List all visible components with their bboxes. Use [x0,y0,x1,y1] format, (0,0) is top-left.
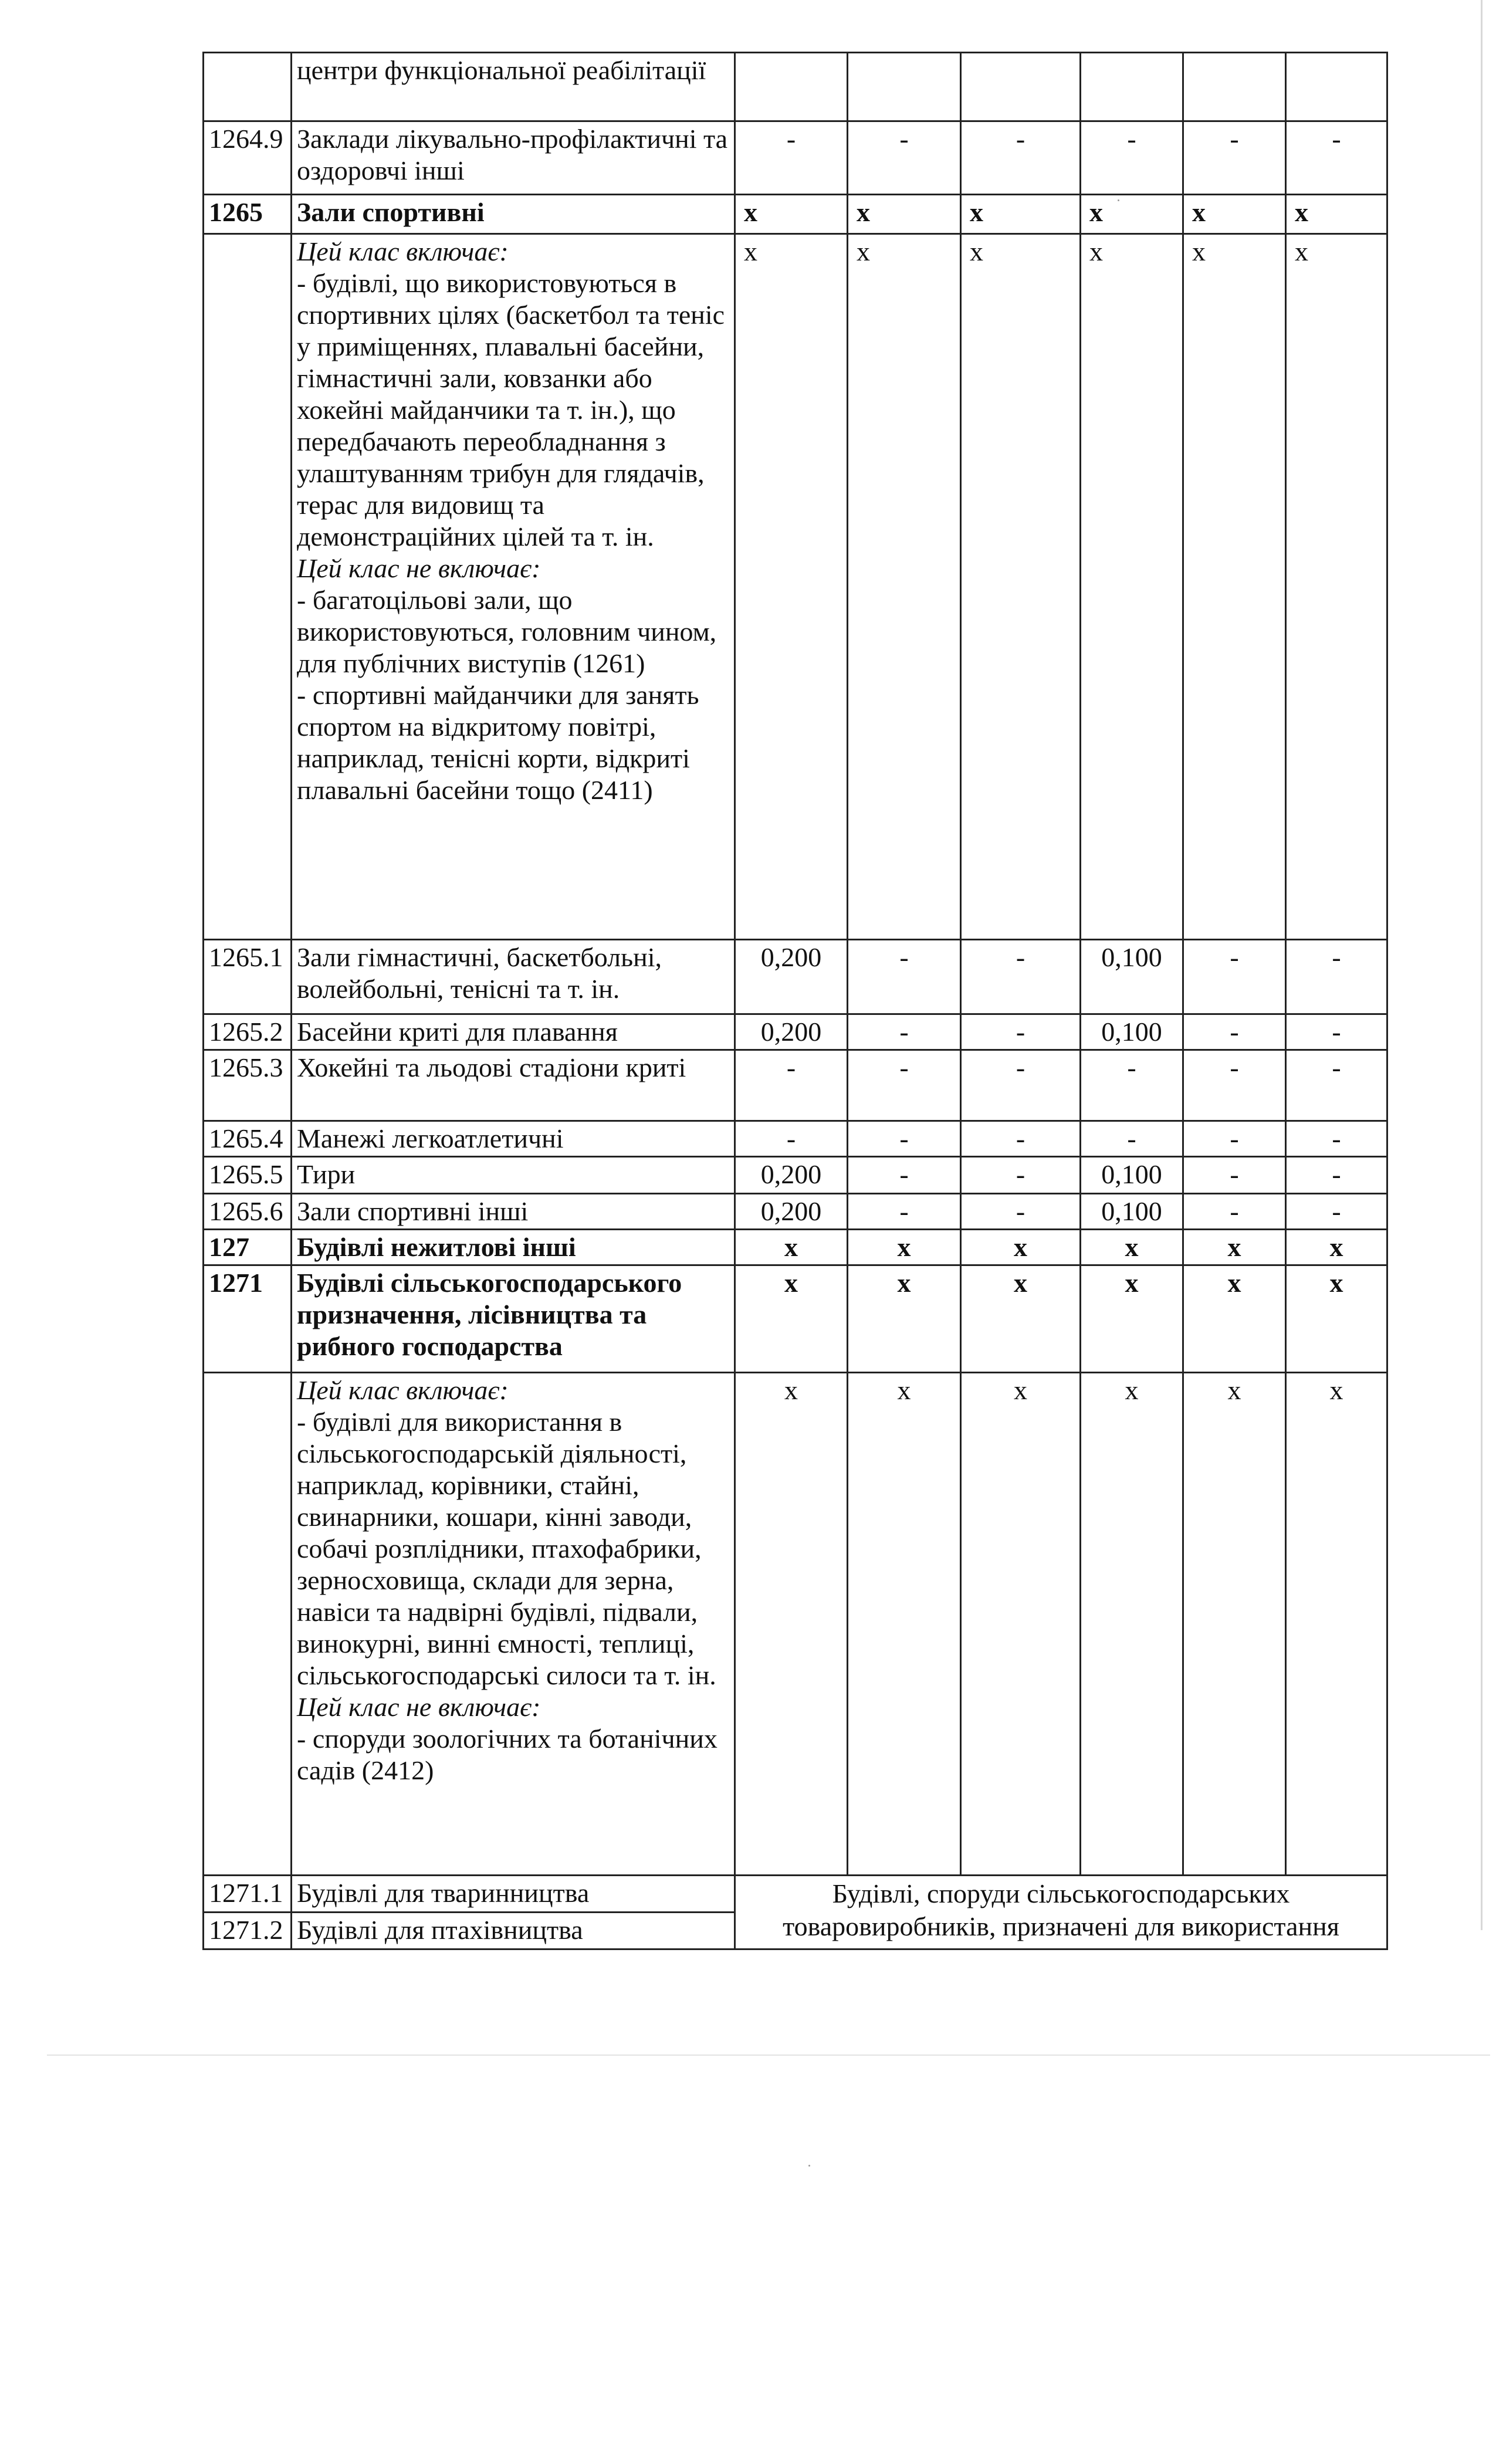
row-value: - [735,1050,848,1121]
scan-page-edge-right [1481,0,1483,1930]
row-name: Будівлі сільськогосподарського призначення, лісівництва та рибного господарства [292,1265,735,1373]
row-value: х [1183,1230,1286,1265]
row-value: х [961,234,1081,940]
row-value: - [1183,121,1286,195]
row-value: - [961,1121,1081,1157]
row-value: х [1286,1230,1387,1265]
row-value: - [848,121,961,195]
row-code [204,53,292,121]
table-row [204,1230,1387,1265]
row-name: Будівлі для птахівництва [292,1913,735,1949]
row-value: - [1081,121,1183,195]
row-value: - [848,1157,961,1194]
row-code [204,234,292,940]
row-name: Зали гімнастичні, баскетбольні, волейбольні, тенісні та т. ін. [292,940,735,1014]
row-description [292,234,735,940]
includes-text: - будівлі, що використовуються в спортивних цілях (баскетбол та теніс у приміщеннях, плавальні басейни, гімнастичні зали, ковзанки або хокейні майданчики та т. ін.), що передбачають переобладнання з улаштуванням трибун для глядачів, терас для видовищ та демонстраційних цілей та т. ін. [297,268,725,551]
row-value: 0,100 [1081,1194,1183,1230]
table-row [204,53,1387,121]
table-row [204,1014,1387,1050]
row-value: - [961,121,1081,195]
row-value: х [848,195,961,234]
row-code: 1265.6 [204,1194,292,1230]
row-value: - [961,1014,1081,1050]
row-value: - [1081,1121,1183,1157]
row-value: х [735,1265,848,1373]
row-name: Басейни криті для плавання [292,1014,735,1050]
table-row [204,195,1387,234]
row-value: - [848,940,961,1014]
row-code: 1271.1 [204,1876,292,1913]
row-value: х [1081,1230,1183,1265]
row-value: х [1183,1373,1286,1876]
row-name: Будівлі для тваринництва [292,1876,735,1913]
excludes-heading: Цей клас не включає: [297,1692,541,1722]
classification-table [202,52,1388,1950]
row-code: 1271.2 [204,1913,292,1949]
row-value: - [961,1157,1081,1194]
table-row [204,1121,1387,1157]
row-value: х [735,1230,848,1265]
scan-speck [808,2165,810,2167]
row-value: - [961,1194,1081,1230]
row-code: 1265.4 [204,1121,292,1157]
row-code: 1264.9 [204,121,292,195]
row-name: Зали спортивні [292,195,735,234]
row-value: 0,100 [1081,940,1183,1014]
row-code: 1265.1 [204,940,292,1014]
row-name: Тири [292,1157,735,1194]
row-value: 0,100 [1081,1014,1183,1050]
row-value: х [848,1230,961,1265]
row-value [735,53,848,121]
row-name: центри функціональної реабілітації [292,53,735,121]
row-name: Зали спортивні інші [292,1194,735,1230]
row-value: 0,200 [735,940,848,1014]
row-code: 1271 [204,1265,292,1373]
row-value: - [961,940,1081,1014]
row-value: х [848,1265,961,1373]
row-value: х [1081,1373,1183,1876]
row-value: 0,200 [735,1157,848,1194]
excludes-text: - спортивні майданчики для занять спортом на відкритому повітрі, наприклад, тенісні корти, відкриті плавальні басейни тощо (2411) [297,680,699,805]
row-name: Манежі легкоатлетичні [292,1121,735,1157]
row-value: х [1081,234,1183,940]
row-value [961,53,1081,121]
row-value: х [1183,1265,1286,1373]
row-code: 127 [204,1230,292,1265]
row-value: - [1286,940,1387,1014]
row-value: - [1081,1050,1183,1121]
row-value: х [1286,1265,1387,1373]
row-value: - [1183,1121,1286,1157]
row-value: х [735,195,848,234]
row-value: - [1183,1050,1286,1121]
excludes-text: - багатоцільові зали, що використовуються, головним чином, для публічних виступів (1261) [297,585,717,678]
row-value: х [1286,234,1387,940]
row-value: - [848,1121,961,1157]
row-value: - [1183,940,1286,1014]
row-value: х [1286,195,1387,234]
row-value: - [1183,1014,1286,1050]
row-value: х [961,1265,1081,1373]
merged-note: Будівлі, споруди сільськогосподарських товаровиробників, призначені для використання [735,1876,1387,1949]
row-value: 0,200 [735,1194,848,1230]
table-row [204,1194,1387,1230]
table-row [204,940,1387,1014]
row-name: Хокейні та льодові стадіони криті [292,1050,735,1121]
row-name: Будівлі нежитлові інші [292,1230,735,1265]
row-value: - [1286,1014,1387,1050]
row-value: - [735,121,848,195]
table-row [204,121,1387,195]
row-value: - [1286,1194,1387,1230]
row-value: 0,100 [1081,1157,1183,1194]
row-value: - [1183,1157,1286,1194]
row-value: х [1081,195,1183,234]
row-value: - [1286,1121,1387,1157]
row-value: х [848,1373,961,1876]
row-value [1183,53,1286,121]
row-value: - [1183,1194,1286,1230]
excludes-text: - споруди зоологічних та ботанічних садів (2412) [297,1724,717,1785]
row-value [1081,53,1183,121]
row-code: 1265.3 [204,1050,292,1121]
row-value: х [735,1373,848,1876]
table-row [204,1373,1387,1876]
row-value: х [1183,195,1286,234]
row-value: - [1286,1050,1387,1121]
row-value: х [961,1373,1081,1876]
row-value: - [735,1121,848,1157]
row-value: х [1081,1265,1183,1373]
row-value: х [1183,234,1286,940]
row-value: х [1286,1373,1387,1876]
row-value [1286,53,1387,121]
includes-heading: Цей клас включає: [297,1375,509,1405]
excludes-heading: Цей клас не включає: [297,553,541,583]
row-value: - [848,1014,961,1050]
table-row [204,234,1387,940]
row-value: - [848,1050,961,1121]
row-code [204,1373,292,1876]
table-row [204,1876,1387,1913]
row-code: 1265.2 [204,1014,292,1050]
row-code: 1265.5 [204,1157,292,1194]
row-value: х [961,195,1081,234]
table-row [204,1265,1387,1373]
table-row [204,1157,1387,1194]
table-row [204,1050,1387,1121]
row-code: 1265 [204,195,292,234]
row-value: - [1286,121,1387,195]
includes-text: - будівлі для використання в сільськогосподарській діяльності, наприклад, корівники, стайні, свинарники, кошари, кінні заводи, собачі розплідники, птахофабрики, зерносховища, склади для зерна, навіси та надвірні будівлі, підвали, винокурні, винні ємності, теплиці, сільськогосподарські силоси та т. ін. [297,1407,716,1690]
row-value: - [1286,1157,1387,1194]
row-value: - [961,1050,1081,1121]
row-name: Заклади лікувально-профілактичні та оздоровчі інші [292,121,735,195]
row-description [292,1373,735,1876]
scan-page-edge-bottom [47,2055,1490,2056]
row-value: - [848,1194,961,1230]
row-value: х [848,234,961,940]
row-value: х [961,1230,1081,1265]
row-value: х [735,234,848,940]
includes-heading: Цей клас включає: [297,236,509,266]
row-value: 0,200 [735,1014,848,1050]
row-value [848,53,961,121]
